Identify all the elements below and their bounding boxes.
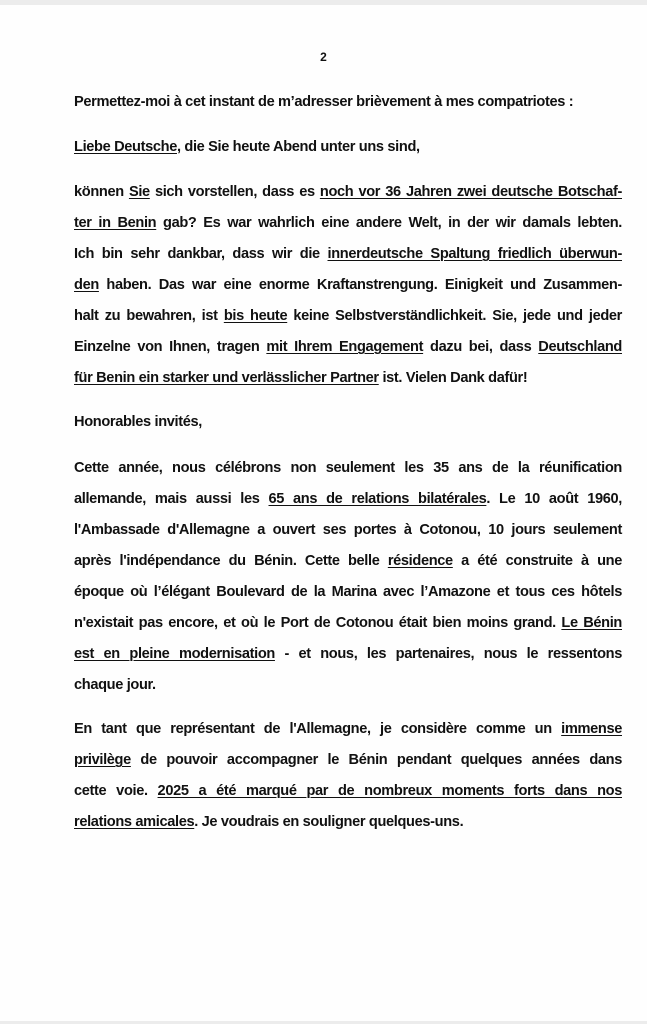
text-line (74, 484, 622, 515)
text-segment: können (74, 184, 129, 200)
viewer-top-bar (0, 0, 647, 5)
underlined-text: Sie (128, 184, 150, 200)
text-segment: cette voie. (74, 783, 158, 799)
underlined-text: für Benin ein starker und verlässlicher Partner (74, 370, 379, 386)
text-line (74, 515, 622, 546)
text-segment: de pouvoir accompagner le Bénin pendant quelques années dans (130, 752, 622, 768)
text-segment: a été construite à une (452, 553, 622, 569)
underlined-text: privilège (74, 752, 131, 768)
text-line (74, 608, 622, 639)
text-segment: Einzelne von Ihnen, tragen (74, 339, 267, 355)
text-line (74, 363, 622, 394)
text-segment: sich vorstellen, dass es (149, 184, 320, 200)
text-segment: - et nous, les partenaires, nous le ressentons (274, 646, 622, 662)
text-segment: keine Selbstverständlichkeit. Sie, jede und jeder (287, 308, 623, 324)
underlined-text: Liebe Deutsche (74, 139, 177, 155)
underlined-text: immense (561, 721, 622, 737)
text-segment: , die Sie heute Abend unter uns sind, (176, 139, 420, 155)
paragraph-salutation-german (74, 132, 622, 163)
text-segment: Cette année, nous célébrons non seulement les 35 ans de la réunification (74, 460, 622, 476)
text-line (74, 177, 622, 208)
text-segment: après l'indépendance du Bénin. Cette belle (74, 553, 388, 569)
text-segment: . Je voudrais en souligner quelques-uns. (194, 814, 464, 830)
text-segment: chaque jour. (74, 677, 156, 693)
underlined-text: den (74, 277, 99, 293)
paragraph-intro (74, 87, 622, 118)
text-line (74, 87, 622, 118)
underlined-text: ter in Benin (74, 215, 157, 231)
paragraph-anniversary (74, 453, 622, 701)
paragraph-salutation-guests (74, 407, 622, 438)
text-segment: Permettez-moi à cet instant de m’adresser brièvement à mes compatriotes : (74, 94, 574, 110)
underlined-text: noch vor 36 Jahren zwei deutsche Botschaf- (319, 184, 622, 200)
text-line (74, 546, 622, 577)
underlined-text: innerdeutsche Spaltung friedlich überwun- (327, 246, 622, 262)
text-segment: allemande, mais aussi les (74, 491, 269, 507)
page-number: 2 (320, 50, 327, 64)
text-segment: époque où l’élégant Boulevard de la Marina avec l’Amazone et tous ces hôtels (74, 584, 622, 600)
paragraph-german-address (74, 177, 622, 394)
text-segment: . Le 10 août 1960, (486, 491, 623, 507)
text-segment: gab? Es war wahrlich eine andere Welt, in der wir damals lebten. (156, 215, 622, 231)
text-line (74, 745, 622, 776)
underlined-text: 65 ans de relations bilatérales (268, 491, 487, 507)
text-line (74, 714, 622, 745)
text-segment: Honorables invités, (74, 414, 202, 430)
text-segment: Ich bin sehr dankbar, dass wir die (74, 246, 328, 262)
text-line (74, 453, 622, 484)
text-line (74, 407, 622, 438)
underlined-text: 2025 a été marqué par de nombreux moments forts dans nos (157, 783, 622, 799)
text-segment: halt zu bewahren, ist (74, 308, 224, 324)
underlined-text: relations amicales (74, 814, 195, 830)
text-segment: n'existait pas encore, et où le Port de Cotonou était bien moins grand. (74, 615, 562, 631)
text-line (74, 301, 622, 332)
text-line (74, 776, 622, 807)
text-line (74, 670, 622, 701)
text-line (74, 807, 622, 838)
paragraph-representation (74, 714, 622, 838)
text-segment: l'Ambassade d'Allemagne a ouvert ses portes à Cotonou, 10 jours seulement (74, 522, 622, 538)
text-segment: haben. Das war eine enorme Kraftanstrengung. Einigkeit und Zusammen- (98, 277, 622, 293)
underlined-text: résidence (387, 553, 453, 569)
text-line (74, 270, 622, 301)
text-line (74, 239, 622, 270)
text-segment: ist. Vielen Dank dafür! (378, 370, 528, 386)
text-line (74, 577, 622, 608)
underlined-text: Deutschland (538, 339, 622, 355)
underlined-text: est en pleine modernisation (74, 646, 275, 662)
underlined-text: Le Bénin (561, 615, 622, 631)
text-line (74, 332, 622, 363)
text-line (74, 132, 622, 163)
text-segment: En tant que représentant de l'Allemagne, je considère comme un (74, 721, 562, 737)
underlined-text: bis heute (223, 308, 288, 324)
underlined-text: mit Ihrem Engagement (266, 339, 424, 355)
text-segment: dazu bei, dass (423, 339, 539, 355)
text-line (74, 639, 622, 670)
text-line (74, 208, 622, 239)
